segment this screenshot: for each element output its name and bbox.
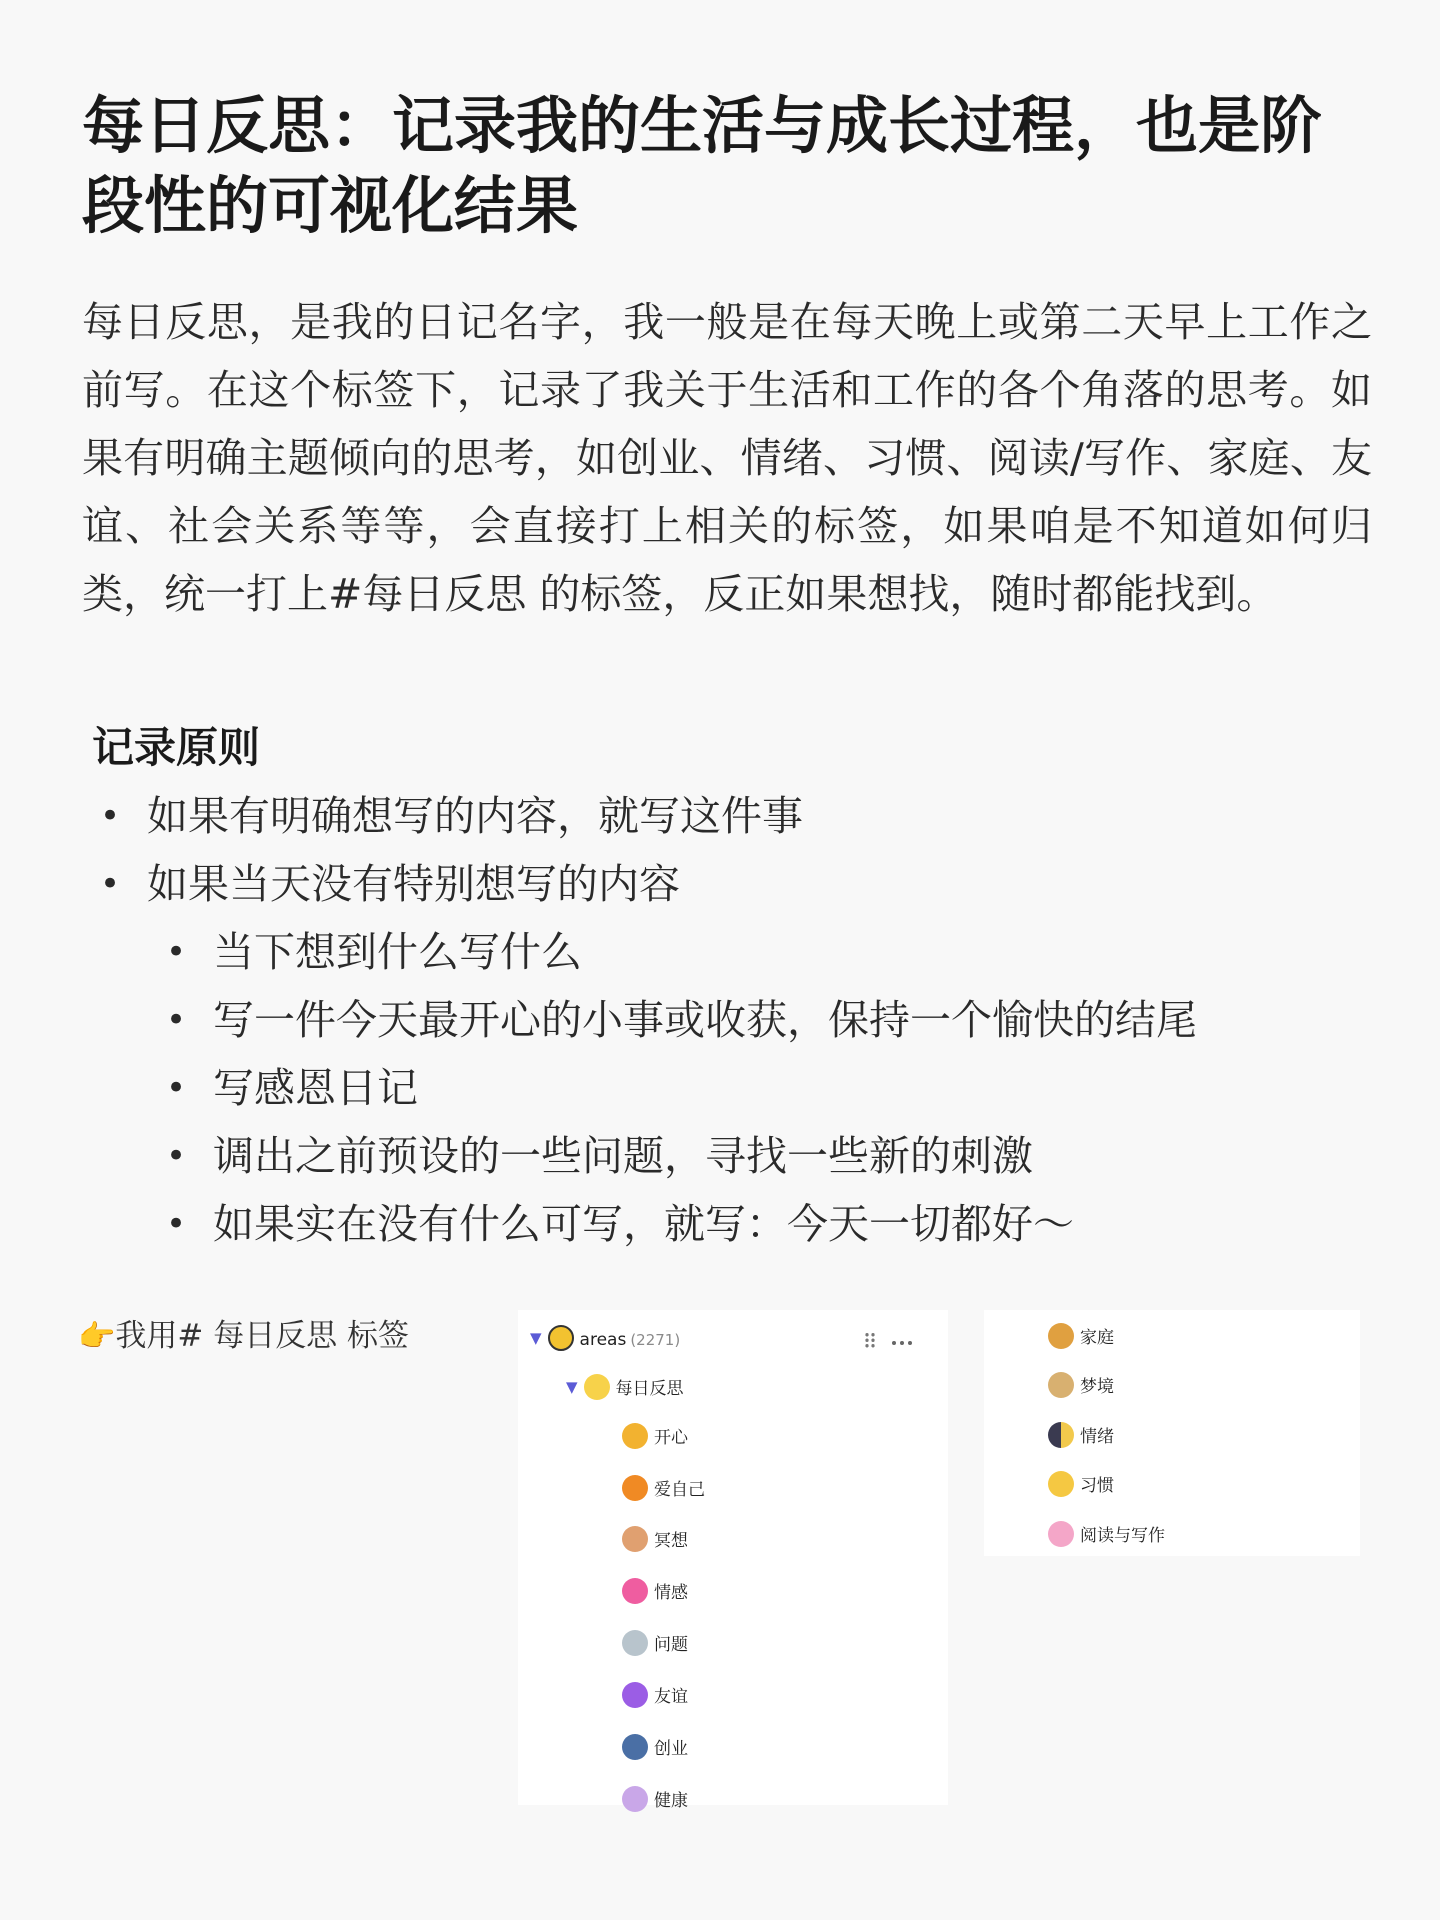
tree-child-row[interactable] xyxy=(622,1474,705,1506)
tree-child-label: 创业 xyxy=(654,1739,688,1759)
tree-child-label: 家庭 xyxy=(1080,1328,1114,1348)
tree-child-row[interactable] xyxy=(622,1629,688,1661)
tree-child-row[interactable] xyxy=(622,1525,688,1557)
blowfish-icon xyxy=(1048,1372,1074,1398)
tree-child-row[interactable] xyxy=(1048,1421,1114,1453)
tree-child-label: 爱自己 xyxy=(654,1480,705,1500)
tree-root-count: (2271) xyxy=(630,1331,681,1349)
tree-child-label: 情感 xyxy=(654,1583,688,1603)
tag-tree-panel xyxy=(518,1310,948,1811)
tree-parent-row[interactable] xyxy=(566,1373,684,1405)
list-item-text: 当下想到什么写什么 xyxy=(213,928,582,976)
tree-child-label: 阅读与写作 xyxy=(1080,1526,1165,1546)
drag-handle-icon[interactable] xyxy=(864,1332,876,1348)
tree-child-label: 开心 xyxy=(654,1428,688,1448)
tree-child-label: 问题 xyxy=(654,1635,688,1655)
orange-heart-icon xyxy=(622,1475,648,1501)
bullet-dot: • xyxy=(166,1136,187,1176)
tree-root-row[interactable] xyxy=(530,1324,936,1356)
tree-child-label: 友谊 xyxy=(654,1687,688,1707)
bullet-dot: • xyxy=(100,864,121,904)
list-item-text: 如果实在没有什么可写，就写：今天一切都好～ xyxy=(213,1200,1074,1248)
tree-child-label: 情绪 xyxy=(1080,1427,1114,1447)
tree-child-row[interactable] xyxy=(1048,1371,1114,1403)
tree-child-row[interactable] xyxy=(1048,1470,1114,1502)
tag-caption xyxy=(78,1312,409,1361)
caption-text: 我用# 每日反思 标签 xyxy=(115,1318,410,1354)
tree-root-label: areas xyxy=(579,1330,627,1350)
page-title: 每日反思：记录我的生活与成长过程，也是阶段性的可视化结果 xyxy=(82,89,1323,242)
pointing-hand-icon: 👉 xyxy=(78,1319,116,1354)
baby-chick-icon xyxy=(1048,1471,1074,1497)
tree-child-row[interactable] xyxy=(622,1785,688,1817)
tree-child-row[interactable] xyxy=(622,1422,688,1454)
pink-heart-icon xyxy=(622,1578,648,1604)
list-item-text: 写一件今天最开心的小事或收获，保持一个愉快的结尾 xyxy=(213,996,1197,1044)
expand-triangle-icon[interactable]: ▼ xyxy=(530,1329,542,1347)
list-item xyxy=(0,1190,1440,1258)
bullet-dot: • xyxy=(166,1068,187,1108)
tree-child-row[interactable] xyxy=(622,1733,688,1765)
unicorn-icon xyxy=(622,1786,648,1812)
list-item-text: 如果当天没有特别想写的内容 xyxy=(147,860,680,908)
bullet-dot: • xyxy=(166,1204,187,1244)
chick-icon xyxy=(584,1374,610,1400)
lion-icon xyxy=(1048,1323,1074,1349)
tree-child-row[interactable] xyxy=(622,1681,688,1713)
purple-heart-icon xyxy=(622,1682,648,1708)
intro-paragraph: 每日反思，是我的日记名字，我一般是在每天晚上或第二天早上工作之前写。在这个标签下，记录了我关于生活和工作的各个角落的思考。如果有明确主题倾向的思考，如创业、情绪、习惯、阅读/写作、家庭、友谊、社会关系等等，会直接打上相关的标签，如果咱是不知道如何归类，统一打上#每日反思 的标签，反正如果想找，随时都能找到。 xyxy=(82,298,1372,618)
list-item xyxy=(0,782,1440,850)
meditation-icon xyxy=(622,1526,648,1552)
bathtub-icon xyxy=(622,1630,648,1656)
bullet-dot: • xyxy=(166,932,187,972)
list-item xyxy=(0,1122,1440,1190)
tree-toolbar xyxy=(864,1324,914,1356)
blossom-icon xyxy=(1048,1521,1074,1547)
tree-parent-label: 每日反思 xyxy=(615,1379,684,1399)
bullet-dot: • xyxy=(100,796,121,836)
half-moon-icon xyxy=(1048,1422,1074,1448)
tag-tree-panel-continued xyxy=(984,1310,1360,1556)
tree-child-row[interactable] xyxy=(1048,1322,1114,1354)
tree-child-label: 梦境 xyxy=(1080,1377,1114,1397)
heart-eyes-icon xyxy=(622,1423,648,1449)
list-item xyxy=(0,986,1440,1054)
principles-list xyxy=(0,782,1440,1258)
list-item-text: 写感恩日记 xyxy=(213,1064,418,1112)
more-options-icon[interactable] xyxy=(890,1324,914,1356)
list-item xyxy=(0,850,1440,918)
list-item xyxy=(0,1054,1440,1122)
tree-child-label: 习惯 xyxy=(1080,1476,1114,1496)
tree-child-label: 冥想 xyxy=(654,1531,688,1551)
tree-child-row[interactable] xyxy=(1048,1520,1165,1552)
bee-icon xyxy=(548,1325,574,1351)
list-item-text: 如果有明确想写的内容，就写这件事 xyxy=(147,792,803,840)
list-item xyxy=(0,918,1440,986)
expand-triangle-icon[interactable]: ▼ xyxy=(566,1378,578,1396)
tree-child-row[interactable] xyxy=(622,1577,688,1609)
bullet-dot: • xyxy=(166,1000,187,1040)
surfer-icon xyxy=(622,1734,648,1760)
list-item-text: 调出之前预设的一些问题，寻找一些新的刺激 xyxy=(213,1132,1033,1180)
section-heading: 记录原则 xyxy=(92,723,261,772)
tree-child-label: 健康 xyxy=(654,1791,688,1811)
